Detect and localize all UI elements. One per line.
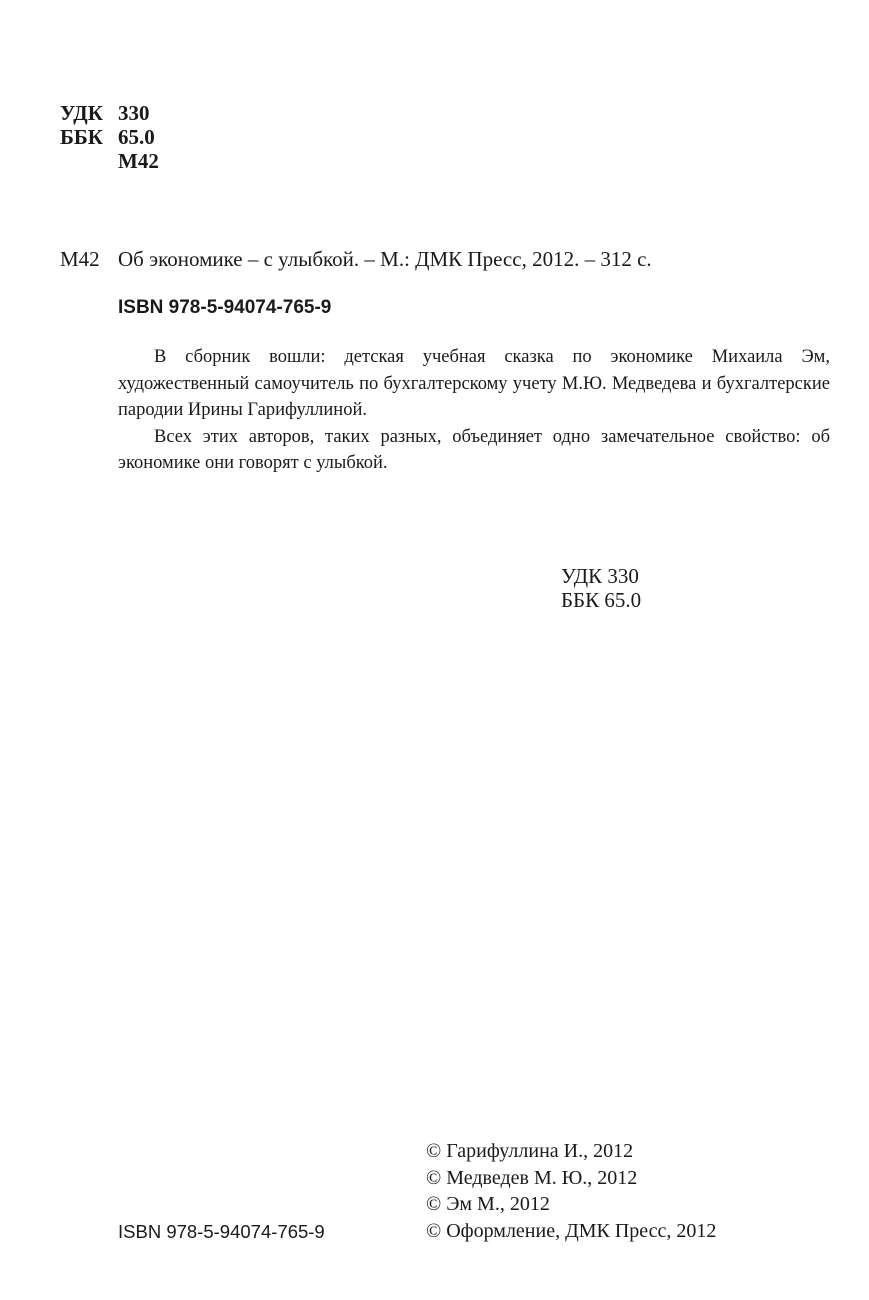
author-mark-value: М42 <box>118 149 159 173</box>
bbk-value: 65.0 <box>118 125 155 149</box>
isbn-main: ISBN 978-5-94074-765-9 <box>118 297 332 318</box>
annotation <box>118 344 830 477</box>
udk-index: УДК 330 <box>561 564 639 588</box>
bbk-label: ББК <box>60 125 103 149</box>
udk-value: 330 <box>118 101 150 125</box>
bibliographic-description: Об экономике – с улыбкой. – М.: ДМК Пресс, 2012. – 312 с. <box>118 247 652 271</box>
annotation-paragraph: В сборник вошли: детская учебная сказка по экономике Михаила Эм, художественный самоучитель по бухгалтерскому учету М.Ю. Медведева и бухгалтерские пародии Ирины Гарифуллиной. <box>118 347 830 420</box>
bbk-index: ББК 65.0 <box>561 588 642 612</box>
copyright-line: © Эм М., 2012 <box>426 1193 550 1215</box>
classification-index-right <box>561 564 641 612</box>
annotation-paragraph: Всех этих авторов, таких разных, объединяет одно замечательное свойство: об экономике они говорят с улыбкой. <box>118 426 830 473</box>
classification-row-udk <box>60 101 159 125</box>
author-code: М42 <box>60 247 100 271</box>
bibliographic-record <box>60 246 652 272</box>
udk-label: УДК <box>60 101 103 125</box>
copyright-line: © Оформление, ДМК Пресс, 2012 <box>426 1219 717 1242</box>
isbn-bottom: ISBN 978-5-94074-765-9 <box>118 1221 325 1242</box>
classification-block <box>60 101 159 173</box>
classification-row-bbk <box>60 125 159 149</box>
copyright-line: © Гарифуллина И., 2012 <box>426 1140 634 1162</box>
copyright-block <box>426 1138 716 1244</box>
author-mark-label <box>60 149 118 173</box>
copyright-line: © Медведев М. Ю., 2012 <box>426 1166 638 1189</box>
classification-row-author-mark <box>60 149 159 173</box>
